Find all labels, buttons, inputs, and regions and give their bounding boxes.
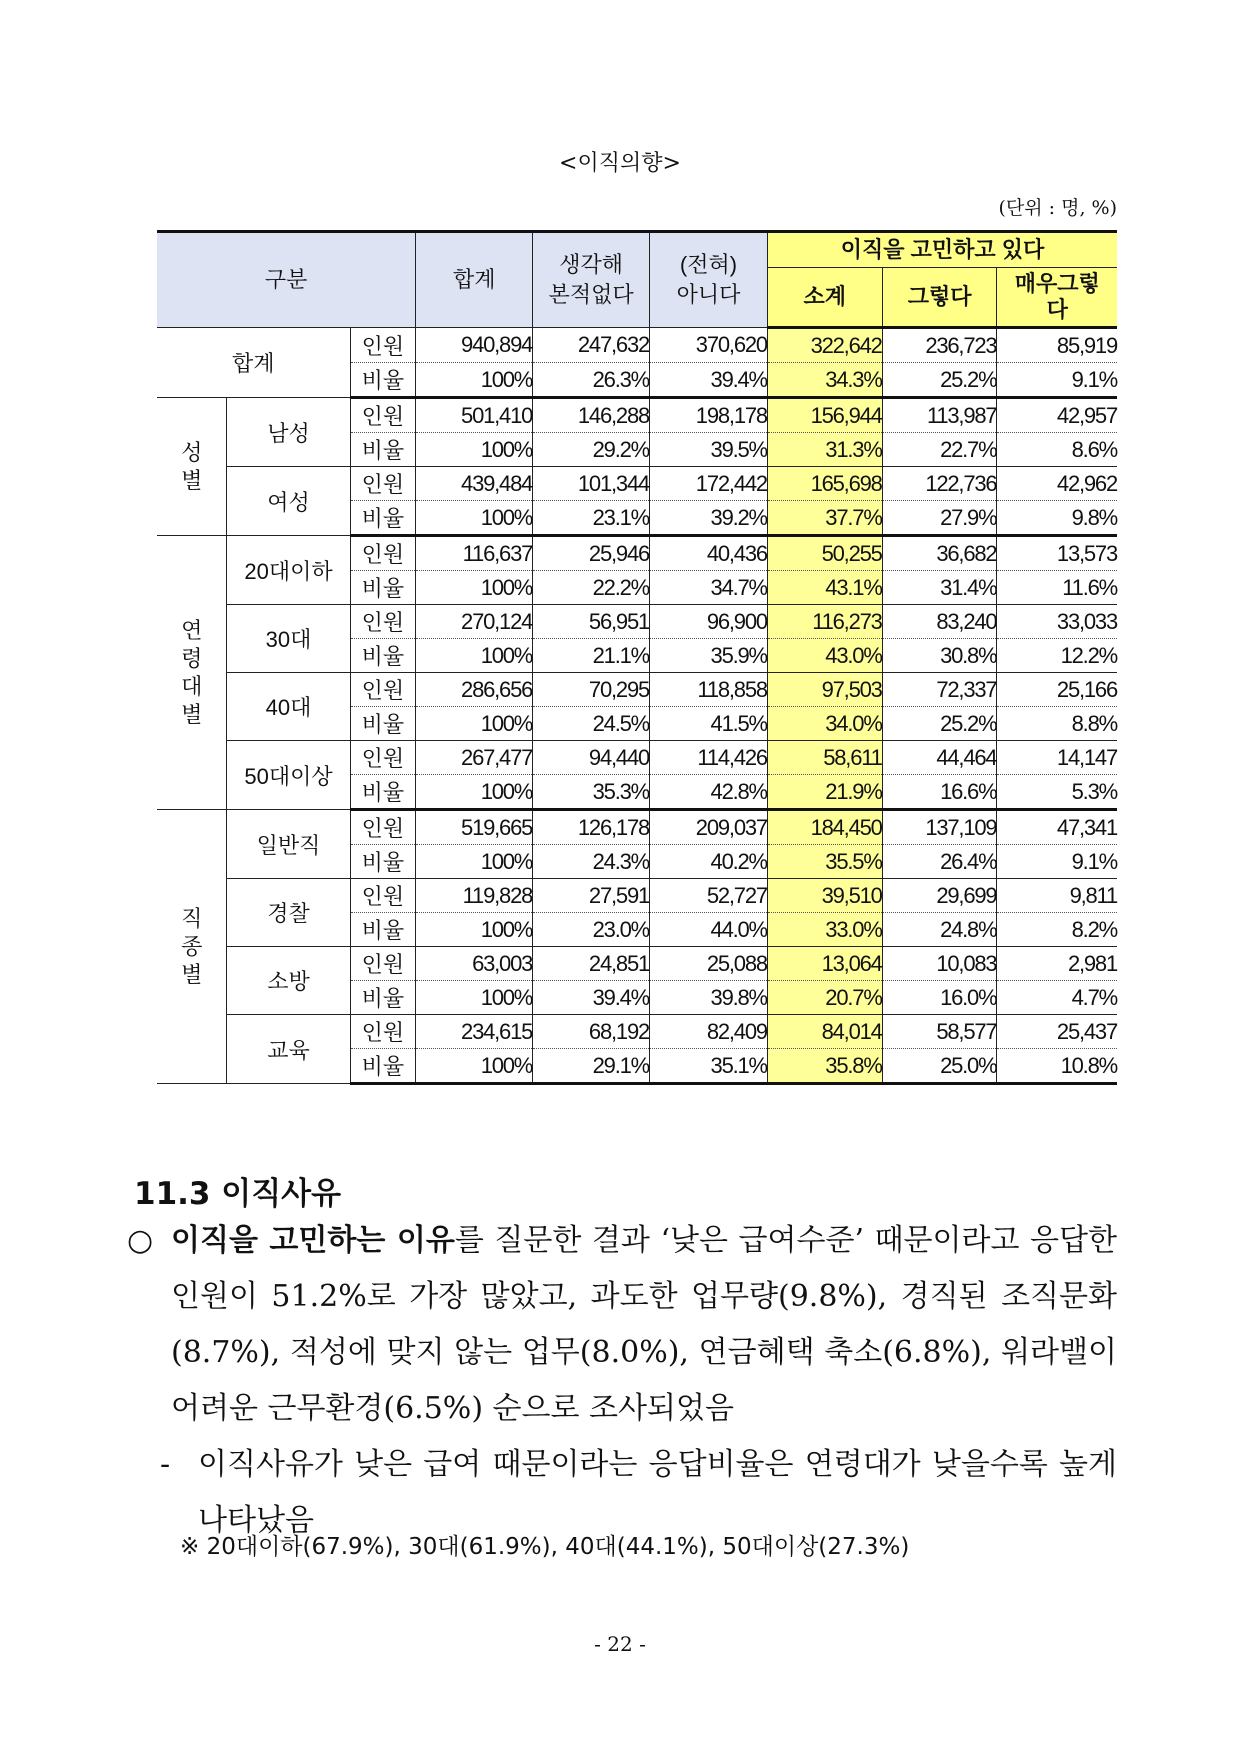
- table-cell: 24.5%: [533, 707, 650, 741]
- row-type-label: 비율: [350, 363, 416, 398]
- header-yes: 그렇다: [882, 268, 997, 328]
- row-label-age40: 40대: [227, 673, 350, 741]
- table-cell: 50,255: [767, 536, 882, 571]
- table-cell: 29,699: [882, 879, 997, 913]
- table-cell: 100%: [416, 363, 533, 398]
- row-type-label: 인원: [350, 947, 416, 981]
- row-type-label: 인원: [350, 1015, 416, 1049]
- table-cell: 84,014: [767, 1015, 882, 1049]
- row-type-label: 비율: [350, 501, 416, 536]
- table-cell: 31.3%: [767, 433, 882, 467]
- table-cell: 12.2%: [997, 639, 1117, 673]
- row-type-label: 비율: [350, 981, 416, 1015]
- table-row: [157, 328, 1117, 363]
- table-cell: 13,573: [997, 536, 1117, 571]
- table-cell: 5.3%: [997, 775, 1117, 810]
- table-cell: 22.2%: [533, 571, 650, 605]
- row-type-label: 비율: [350, 433, 416, 467]
- table-cell: 82,409: [650, 1015, 768, 1049]
- table-cell: 100%: [416, 571, 533, 605]
- table-cell: 10,083: [882, 947, 997, 981]
- table-cell: 2,981: [997, 947, 1117, 981]
- table-cell: 43.0%: [767, 639, 882, 673]
- table-row: [157, 605, 1117, 639]
- table-cell: 35.8%: [767, 1049, 882, 1084]
- table-cell: 68,192: [533, 1015, 650, 1049]
- table-cell: 21.1%: [533, 639, 650, 673]
- header-category: 구분: [157, 232, 416, 328]
- main-paragraph: [127, 1213, 1117, 1437]
- row-label-education: 교육: [227, 1015, 350, 1084]
- row-type-label: 비율: [350, 1049, 416, 1084]
- table-cell: 234,615: [416, 1015, 533, 1049]
- sub-paragraph-text: 이직사유가 낮은 급여 때문이라는 응답비율은 연령대가 낮을수록 높게 나타났음: [198, 1447, 1117, 1538]
- table-cell: 42,957: [997, 398, 1117, 433]
- table-cell: 27,591: [533, 879, 650, 913]
- table-cell: 25.0%: [882, 1049, 997, 1084]
- table-cell: 94,440: [533, 741, 650, 775]
- table-cell: 34.0%: [767, 707, 882, 741]
- table-cell: 34.3%: [767, 363, 882, 398]
- table-cell: 322,642: [767, 328, 882, 363]
- section-title: 11.3 이직사유: [134, 1176, 342, 1212]
- header-never-considered: 생각해 본적없다: [533, 232, 650, 328]
- table-cell: 36,682: [882, 536, 997, 571]
- table-cell: 72,337: [882, 673, 997, 707]
- group-label-job: 직 종 별: [157, 810, 227, 1084]
- row-label-male: 남성: [227, 398, 350, 467]
- table-cell: 25,088: [650, 947, 768, 981]
- table-cell: 39.4%: [533, 981, 650, 1015]
- row-label-age50: 50대이상: [227, 741, 350, 810]
- table-cell: 137,109: [882, 810, 997, 845]
- table-row: [157, 467, 1117, 501]
- table-cell: 83,240: [882, 605, 997, 639]
- table-cell: 519,665: [416, 810, 533, 845]
- row-type-label: 비율: [350, 571, 416, 605]
- table-cell: 9,811: [997, 879, 1117, 913]
- table-caption: <이직의향>: [559, 151, 681, 176]
- table-cell: 25.2%: [882, 707, 997, 741]
- table-cell: 113,987: [882, 398, 997, 433]
- table-cell: 26.4%: [882, 845, 997, 879]
- table-cell: 370,620: [650, 328, 768, 363]
- row-type-label: 인원: [350, 810, 416, 845]
- table-cell: 40.2%: [650, 845, 768, 879]
- table-cell: 27.9%: [882, 501, 997, 536]
- table-cell: 39.5%: [650, 433, 768, 467]
- table-cell: 8.2%: [997, 913, 1117, 947]
- row-label-age30: 30대: [227, 605, 350, 673]
- table-row: [157, 1015, 1117, 1049]
- table-cell: 172,442: [650, 467, 768, 501]
- table-cell: 501,410: [416, 398, 533, 433]
- table-cell: 100%: [416, 501, 533, 536]
- table-row: [157, 947, 1117, 981]
- row-label-fire: 소방: [227, 947, 350, 1015]
- table-cell: 35.1%: [650, 1049, 768, 1084]
- table-cell: 100%: [416, 639, 533, 673]
- table-cell: 39.2%: [650, 501, 768, 536]
- table-row: [157, 398, 1117, 433]
- table-cell: 100%: [416, 913, 533, 947]
- table-cell: 101,344: [533, 467, 650, 501]
- table-cell: 267,477: [416, 741, 533, 775]
- table-cell: 96,900: [650, 605, 768, 639]
- table-cell: 184,450: [767, 810, 882, 845]
- table-cell: 63,003: [416, 947, 533, 981]
- row-type-label: 인원: [350, 741, 416, 775]
- table-cell: 8.8%: [997, 707, 1117, 741]
- row-label-total: 합계: [157, 328, 350, 398]
- paragraph-text: 를 질문한 결과 ‘낮은 급여수준’ 때문이라고 응답한 인원이 51.2%로 가장 많았고, 과도한 업무량(9.8%), 경직된 조직문화(8.7%), 적성에 맞지 않는 업무(8.0%), 연금혜택 축소(6.8%), 워라밸이 어려운 근무환경(6.5%) 순으로 조사되었음: [171, 1223, 1117, 1426]
- dash-bullet: -: [160, 1447, 171, 1482]
- table-cell: 25,437: [997, 1015, 1117, 1049]
- table-cell: 116,637: [416, 536, 533, 571]
- table-cell: 97,503: [767, 673, 882, 707]
- row-type-label: 인원: [350, 467, 416, 501]
- table-cell: 165,698: [767, 467, 882, 501]
- table-cell: 52,727: [650, 879, 768, 913]
- row-type-label: 비율: [350, 707, 416, 741]
- table-cell: 100%: [416, 707, 533, 741]
- table-cell: 21.9%: [767, 775, 882, 810]
- table-cell: 13,064: [767, 947, 882, 981]
- table-cell: 26.3%: [533, 363, 650, 398]
- table-cell: 119,828: [416, 879, 533, 913]
- row-type-label: 비율: [350, 639, 416, 673]
- table-cell: 31.4%: [882, 571, 997, 605]
- table-cell: 42,962: [997, 467, 1117, 501]
- note-text: ※ 20대이하(67.9%), 30대(61.9%), 40대(44.1%), 50대이상(27.3%): [180, 1534, 910, 1560]
- table-cell: 439,484: [416, 467, 533, 501]
- table-cell: 40,436: [650, 536, 768, 571]
- table-cell: 58,611: [767, 741, 882, 775]
- turnover-intention-table: [157, 230, 1117, 1085]
- row-label-female: 여성: [227, 467, 350, 536]
- table-cell: 35.5%: [767, 845, 882, 879]
- table-row: [157, 810, 1117, 845]
- header-considering-group: 이직을 고민하고 있다: [767, 232, 1117, 268]
- table-cell: 42.8%: [650, 775, 768, 810]
- table-cell: 286,656: [416, 673, 533, 707]
- table-cell: 41.5%: [650, 707, 768, 741]
- table-cell: 56,951: [533, 605, 650, 639]
- table-cell: 4.7%: [997, 981, 1117, 1015]
- unit-label: (단위 : 명, %): [998, 197, 1117, 219]
- table-cell: 236,723: [882, 328, 997, 363]
- table-cell: 39.8%: [650, 981, 768, 1015]
- table-cell: 247,632: [533, 328, 650, 363]
- table-cell: 156,944: [767, 398, 882, 433]
- table-cell: 24.8%: [882, 913, 997, 947]
- table-cell: 23.1%: [533, 501, 650, 536]
- table-row: [157, 879, 1117, 913]
- row-type-label: 인원: [350, 605, 416, 639]
- row-type-label: 인원: [350, 673, 416, 707]
- table-cell: 25.2%: [882, 363, 997, 398]
- table-cell: 43.1%: [767, 571, 882, 605]
- table-cell: 33.0%: [767, 913, 882, 947]
- table-cell: 8.6%: [997, 433, 1117, 467]
- table-cell: 25,166: [997, 673, 1117, 707]
- table-cell: 9.1%: [997, 363, 1117, 398]
- header-subtotal: 소계: [767, 268, 882, 328]
- table-cell: 70,295: [533, 673, 650, 707]
- row-label-police: 경찰: [227, 879, 350, 947]
- table-cell: 24,851: [533, 947, 650, 981]
- table-cell: 39.4%: [650, 363, 768, 398]
- table-cell: 10.8%: [997, 1049, 1117, 1084]
- table-cell: 16.6%: [882, 775, 997, 810]
- table-cell: 29.1%: [533, 1049, 650, 1084]
- table-cell: 9.8%: [997, 501, 1117, 536]
- group-label-gender: 성 별: [157, 398, 227, 536]
- table-cell: 39,510: [767, 879, 882, 913]
- table-cell: 33,033: [997, 605, 1117, 639]
- table-cell: 20.7%: [767, 981, 882, 1015]
- row-type-label: 비율: [350, 775, 416, 810]
- table-row: [157, 536, 1117, 571]
- table-cell: 16.0%: [882, 981, 997, 1015]
- table-cell: 29.2%: [533, 433, 650, 467]
- table-cell: 35.3%: [533, 775, 650, 810]
- table-cell: 44,464: [882, 741, 997, 775]
- table-cell: 100%: [416, 845, 533, 879]
- table-cell: 58,577: [882, 1015, 997, 1049]
- page-number: - 22 -: [594, 1632, 646, 1656]
- table-cell: 35.9%: [650, 639, 768, 673]
- table-cell: 25,946: [533, 536, 650, 571]
- header-very-yes: 매우그렇 다: [997, 268, 1117, 328]
- table-cell: 24.3%: [533, 845, 650, 879]
- table-cell: 23.0%: [533, 913, 650, 947]
- table-cell: 100%: [416, 981, 533, 1015]
- group-label-age: 연 령 대 별: [157, 536, 227, 810]
- header-not-at-all: (전혀) 아니다: [650, 232, 768, 328]
- table-cell: 37.7%: [767, 501, 882, 536]
- table-cell: 9.1%: [997, 845, 1117, 879]
- table-cell: 100%: [416, 433, 533, 467]
- table-cell: 100%: [416, 775, 533, 810]
- row-type-label: 인원: [350, 398, 416, 433]
- table-row: [157, 673, 1117, 707]
- table-cell: 100%: [416, 1049, 533, 1084]
- table-cell: 270,124: [416, 605, 533, 639]
- table-cell: 118,858: [650, 673, 768, 707]
- table-cell: 209,037: [650, 810, 768, 845]
- table-cell: 198,178: [650, 398, 768, 433]
- table-cell: 116,273: [767, 605, 882, 639]
- row-type-label: 인원: [350, 536, 416, 571]
- table-cell: 30.8%: [882, 639, 997, 673]
- table-cell: 85,919: [997, 328, 1117, 363]
- circle-bullet-icon: ○: [127, 1223, 154, 1258]
- table-cell: 14,147: [997, 741, 1117, 775]
- table-cell: 44.0%: [650, 913, 768, 947]
- row-type-label: 인원: [350, 879, 416, 913]
- table-row: [157, 741, 1117, 775]
- row-label-age20: 20대이하: [227, 536, 350, 605]
- table-cell: 126,178: [533, 810, 650, 845]
- row-type-label: 인원: [350, 328, 416, 363]
- table-cell: 22.7%: [882, 433, 997, 467]
- table-cell: 146,288: [533, 398, 650, 433]
- header-total: 합계: [416, 232, 533, 328]
- row-type-label: 비율: [350, 913, 416, 947]
- table-cell: 122,736: [882, 467, 997, 501]
- row-type-label: 비율: [350, 845, 416, 879]
- paragraph-bold-lead: 이직을 고민하는 이유: [171, 1223, 455, 1258]
- table-cell: 11.6%: [997, 571, 1117, 605]
- table-cell: 940,894: [416, 328, 533, 363]
- table-cell: 47,341: [997, 810, 1117, 845]
- row-label-general: 일반직: [227, 810, 350, 879]
- table-cell: 114,426: [650, 741, 768, 775]
- table-cell: 34.7%: [650, 571, 768, 605]
